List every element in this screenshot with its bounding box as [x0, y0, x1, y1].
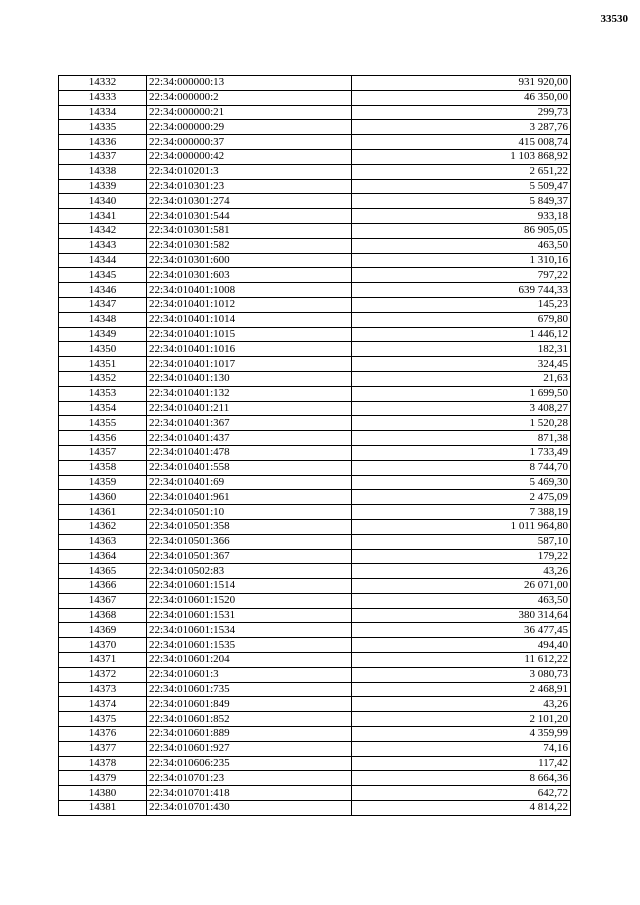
table-row	[59, 386, 571, 401]
amount-cell: 2 475,09	[352, 490, 571, 505]
cadastral-number-cell: 22:34:010601:849	[147, 697, 352, 712]
table-row	[59, 460, 571, 475]
cadastral-number-cell: 22:34:010601:927	[147, 741, 352, 756]
cadastral-number-cell: 22:34:010401:69	[147, 475, 352, 490]
amount-cell: 117,42	[352, 756, 571, 771]
amount-cell: 2 651,22	[352, 164, 571, 179]
amount-cell: 1 310,16	[352, 253, 571, 268]
row-number-cell: 14373	[59, 682, 147, 697]
cadastral-number-cell: 22:34:010501:358	[147, 519, 352, 534]
amount-cell: 3 287,76	[352, 120, 571, 135]
table-row	[59, 727, 571, 742]
amount-cell: 5 509,47	[352, 179, 571, 194]
cadastral-number-cell: 22:34:010601:1531	[147, 608, 352, 623]
cadastral-number-cell: 22:34:010601:1514	[147, 579, 352, 594]
row-number-cell: 14378	[59, 756, 147, 771]
table-row	[59, 312, 571, 327]
amount-cell: 415 008,74	[352, 135, 571, 150]
amount-cell: 26 071,00	[352, 579, 571, 594]
amount-cell: 3 080,73	[352, 667, 571, 682]
row-number-cell: 14348	[59, 312, 147, 327]
table-row	[59, 623, 571, 638]
amount-cell: 5 469,30	[352, 475, 571, 490]
cadastral-number-cell: 22:34:010201:3	[147, 164, 352, 179]
row-number-cell: 14346	[59, 283, 147, 298]
row-number-cell: 14345	[59, 268, 147, 283]
row-number-cell: 14381	[59, 801, 147, 816]
row-number-cell: 14342	[59, 223, 147, 238]
amount-cell: 86 905,05	[352, 223, 571, 238]
row-number-cell: 14341	[59, 209, 147, 224]
table-row	[59, 149, 571, 164]
amount-cell: 43,26	[352, 564, 571, 579]
cadastral-number-cell: 22:34:010401:437	[147, 431, 352, 446]
row-number-cell: 14355	[59, 416, 147, 431]
amount-cell: 587,10	[352, 534, 571, 549]
amount-cell: 679,80	[352, 312, 571, 327]
amount-cell: 182,31	[352, 342, 571, 357]
registry-table	[58, 75, 571, 816]
table-row	[59, 519, 571, 534]
amount-cell: 5 849,37	[352, 194, 571, 209]
amount-cell: 463,50	[352, 238, 571, 253]
table-row	[59, 608, 571, 623]
table-row	[59, 549, 571, 564]
cadastral-number-cell: 22:34:010601:1534	[147, 623, 352, 638]
cadastral-number-cell: 22:34:010401:132	[147, 386, 352, 401]
table-row	[59, 283, 571, 298]
cadastral-number-cell: 22:34:010401:1008	[147, 283, 352, 298]
row-number-cell: 14365	[59, 564, 147, 579]
amount-cell: 46 350,00	[352, 90, 571, 105]
table-row	[59, 342, 571, 357]
cadastral-number-cell: 22:34:010401:478	[147, 445, 352, 460]
cadastral-number-cell: 22:34:010401:558	[147, 460, 352, 475]
row-number-cell: 14344	[59, 253, 147, 268]
amount-cell: 3 408,27	[352, 401, 571, 416]
cadastral-number-cell: 22:34:010401:211	[147, 401, 352, 416]
cadastral-number-cell: 22:34:010301:603	[147, 268, 352, 283]
amount-cell: 642,72	[352, 786, 571, 801]
row-number-cell: 14336	[59, 135, 147, 150]
table-row	[59, 135, 571, 150]
row-number-cell: 14374	[59, 697, 147, 712]
amount-cell: 1 446,12	[352, 327, 571, 342]
table-row	[59, 445, 571, 460]
cadastral-number-cell: 22:34:010401:130	[147, 371, 352, 386]
cadastral-number-cell: 22:34:000000:21	[147, 105, 352, 120]
row-number-cell: 14343	[59, 238, 147, 253]
amount-cell: 2 101,20	[352, 712, 571, 727]
row-number-cell: 14376	[59, 727, 147, 742]
table-row	[59, 253, 571, 268]
cadastral-number-cell: 22:34:010401:1016	[147, 342, 352, 357]
cadastral-number-cell: 22:34:010401:1017	[147, 357, 352, 372]
registry-table-body	[59, 76, 571, 816]
cadastral-number-cell: 22:34:010601:1520	[147, 593, 352, 608]
cadastral-number-cell: 22:34:010601:1535	[147, 638, 352, 653]
table-row	[59, 268, 571, 283]
amount-cell: 871,38	[352, 431, 571, 446]
amount-cell: 1 520,28	[352, 416, 571, 431]
cadastral-number-cell: 22:34:010301:581	[147, 223, 352, 238]
table-row	[59, 786, 571, 801]
row-number-cell: 14377	[59, 741, 147, 756]
cadastral-number-cell: 22:34:010301:274	[147, 194, 352, 209]
row-number-cell: 14350	[59, 342, 147, 357]
table-row	[59, 697, 571, 712]
amount-cell: 933,18	[352, 209, 571, 224]
cadastral-number-cell: 22:34:000000:29	[147, 120, 352, 135]
table-row	[59, 179, 571, 194]
amount-cell: 11 612,22	[352, 653, 571, 668]
row-number-cell: 14353	[59, 386, 147, 401]
row-number-cell: 14359	[59, 475, 147, 490]
row-number-cell: 14360	[59, 490, 147, 505]
amount-cell: 8 744,70	[352, 460, 571, 475]
cadastral-number-cell: 22:34:010301:23	[147, 179, 352, 194]
row-number-cell: 14333	[59, 90, 147, 105]
table-row	[59, 741, 571, 756]
amount-cell: 2 468,91	[352, 682, 571, 697]
amount-cell: 8 664,36	[352, 771, 571, 786]
row-number-cell: 14357	[59, 445, 147, 460]
amount-cell: 931 920,00	[352, 76, 571, 91]
row-number-cell: 14338	[59, 164, 147, 179]
row-number-cell: 14369	[59, 623, 147, 638]
amount-cell: 1 103 868,92	[352, 149, 571, 164]
row-number-cell: 14361	[59, 505, 147, 520]
row-number-cell: 14363	[59, 534, 147, 549]
table-row	[59, 223, 571, 238]
table-row	[59, 105, 571, 120]
row-number-cell: 14380	[59, 786, 147, 801]
table-row	[59, 431, 571, 446]
row-number-cell: 14354	[59, 401, 147, 416]
table-row	[59, 401, 571, 416]
cadastral-number-cell: 22:34:010501:366	[147, 534, 352, 549]
cadastral-number-cell: 22:34:010301:544	[147, 209, 352, 224]
table-row	[59, 209, 571, 224]
amount-cell: 463,50	[352, 593, 571, 608]
row-number-cell: 14334	[59, 105, 147, 120]
row-number-cell: 14356	[59, 431, 147, 446]
amount-cell: 179,22	[352, 549, 571, 564]
amount-cell: 324,45	[352, 357, 571, 372]
table-row	[59, 771, 571, 786]
cadastral-number-cell: 22:34:010601:735	[147, 682, 352, 697]
cadastral-number-cell: 22:34:010401:961	[147, 490, 352, 505]
cadastral-number-cell: 22:34:010601:889	[147, 727, 352, 742]
table-row	[59, 667, 571, 682]
table-row	[59, 564, 571, 579]
amount-cell: 36 477,45	[352, 623, 571, 638]
table-row	[59, 593, 571, 608]
table-row	[59, 416, 571, 431]
row-number-cell: 14339	[59, 179, 147, 194]
row-number-cell: 14371	[59, 653, 147, 668]
amount-cell: 494,40	[352, 638, 571, 653]
table-row	[59, 327, 571, 342]
row-number-cell: 14358	[59, 460, 147, 475]
cadastral-number-cell: 22:34:010401:367	[147, 416, 352, 431]
table-row	[59, 76, 571, 91]
table-row	[59, 90, 571, 105]
table-row	[59, 801, 571, 816]
row-number-cell: 14367	[59, 593, 147, 608]
row-number-cell: 14366	[59, 579, 147, 594]
table-row	[59, 357, 571, 372]
row-number-cell: 14375	[59, 712, 147, 727]
table-row	[59, 120, 571, 135]
amount-cell: 4 359,99	[352, 727, 571, 742]
row-number-cell: 14368	[59, 608, 147, 623]
cadastral-number-cell: 22:34:010401:1015	[147, 327, 352, 342]
amount-cell: 7 388,19	[352, 505, 571, 520]
amount-cell: 797,22	[352, 268, 571, 283]
table-row	[59, 712, 571, 727]
amount-cell: 639 744,33	[352, 283, 571, 298]
cadastral-number-cell: 22:34:000000:2	[147, 90, 352, 105]
table-row	[59, 638, 571, 653]
amount-cell: 4 814,22	[352, 801, 571, 816]
cadastral-number-cell: 22:34:010501:367	[147, 549, 352, 564]
cadastral-number-cell: 22:34:000000:42	[147, 149, 352, 164]
row-number-cell: 14337	[59, 149, 147, 164]
table-row	[59, 682, 571, 697]
cadastral-number-cell: 22:34:010701:430	[147, 801, 352, 816]
cadastral-number-cell: 22:34:010601:3	[147, 667, 352, 682]
row-number-cell: 14372	[59, 667, 147, 682]
row-number-cell: 14370	[59, 638, 147, 653]
amount-cell: 1 011 964,80	[352, 519, 571, 534]
table-row	[59, 475, 571, 490]
row-number-cell: 14347	[59, 297, 147, 312]
row-number-cell: 14379	[59, 771, 147, 786]
cadastral-number-cell: 22:34:010401:1014	[147, 312, 352, 327]
row-number-cell: 14349	[59, 327, 147, 342]
table-row	[59, 579, 571, 594]
table-row	[59, 505, 571, 520]
table-row	[59, 194, 571, 209]
amount-cell: 43,26	[352, 697, 571, 712]
cadastral-number-cell: 22:34:010301:582	[147, 238, 352, 253]
cadastral-number-cell: 22:34:010601:852	[147, 712, 352, 727]
table-row	[59, 238, 571, 253]
cadastral-number-cell: 22:34:010502:83	[147, 564, 352, 579]
row-number-cell: 14351	[59, 357, 147, 372]
amount-cell: 380 314,64	[352, 608, 571, 623]
amount-cell: 1 733,49	[352, 445, 571, 460]
table-row	[59, 490, 571, 505]
amount-cell: 1 699,50	[352, 386, 571, 401]
row-number-cell: 14335	[59, 120, 147, 135]
amount-cell: 21,63	[352, 371, 571, 386]
row-number-cell: 14364	[59, 549, 147, 564]
row-number-cell: 14352	[59, 371, 147, 386]
cadastral-number-cell: 22:34:000000:37	[147, 135, 352, 150]
cadastral-number-cell: 22:34:010701:418	[147, 786, 352, 801]
table-row	[59, 756, 571, 771]
table-row	[59, 653, 571, 668]
cadastral-number-cell: 22:34:010501:10	[147, 505, 352, 520]
amount-cell: 74,16	[352, 741, 571, 756]
cadastral-number-cell: 22:34:010301:600	[147, 253, 352, 268]
cadastral-number-cell: 22:34:000000:13	[147, 76, 352, 91]
cadastral-number-cell: 22:34:010701:23	[147, 771, 352, 786]
page-number: 33530	[600, 13, 628, 25]
row-number-cell: 14340	[59, 194, 147, 209]
cadastral-number-cell: 22:34:010601:204	[147, 653, 352, 668]
table-row	[59, 297, 571, 312]
row-number-cell: 14362	[59, 519, 147, 534]
cadastral-number-cell: 22:34:010401:1012	[147, 297, 352, 312]
amount-cell: 145,23	[352, 297, 571, 312]
table-row	[59, 534, 571, 549]
row-number-cell: 14332	[59, 76, 147, 91]
cadastral-number-cell: 22:34:010606:235	[147, 756, 352, 771]
table-row	[59, 371, 571, 386]
table-row	[59, 164, 571, 179]
amount-cell: 299,73	[352, 105, 571, 120]
